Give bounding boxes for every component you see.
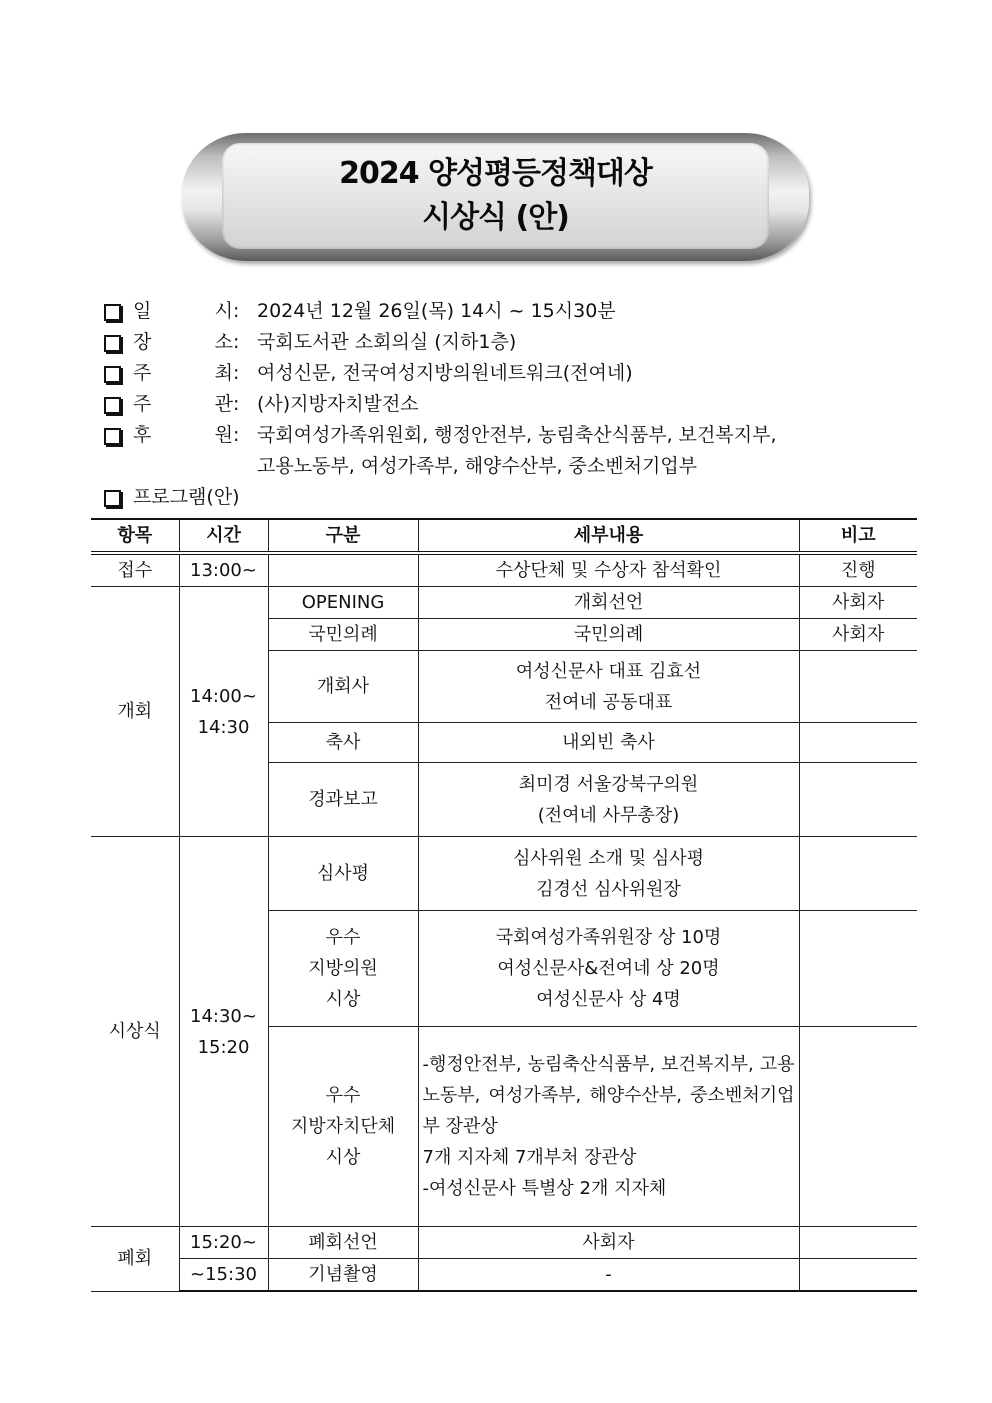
- item-closing: 폐회: [91, 1227, 179, 1292]
- info-key: 주 관: [133, 393, 233, 415]
- table-header-row: [91, 519, 917, 553]
- checkbox-bullet-icon: [104, 428, 121, 445]
- time-awards: 14:30~ 15:20: [179, 837, 268, 1227]
- info-value: 2024년 12월 26일(목) 14시 ~ 15시30분: [257, 300, 616, 322]
- info-key: 주 최: [133, 362, 233, 384]
- title-banner-panel: [222, 143, 769, 249]
- table-row: 우수 지방자치단체 시상 -행정안전부, 농림축산식품부, 보건복지부, 고용노동부, 여성가족부, 해양수산부, 중소벤처기업부 장관상 7개 지자체 7개부처 장관상 -여성신문사 특별상 2개 지자체: [91, 1027, 917, 1227]
- checkbox-bullet-icon: [104, 490, 121, 507]
- info-value: 국회여성가족위원회, 행정안전부, 농림축산식품부, 보건복지부, 고용노동부, 여성가족부, 해양수산부, 중소벤처기업부: [257, 424, 777, 477]
- event-info-list: [100, 296, 900, 513]
- info-value: (사)지방자치발전소: [257, 393, 419, 415]
- checkbox-bullet-icon: [104, 335, 121, 352]
- info-row-program: [100, 482, 900, 513]
- table-row: ~15:30 기념촬영 -: [91, 1259, 917, 1292]
- table-row: 폐회 15:20~ 폐회선언 사회자: [91, 1227, 917, 1259]
- info-key: 후 원: [133, 424, 233, 446]
- info-row-organizer: 주 관 : (사)지방자치발전소: [100, 389, 900, 420]
- header-item: 항목: [91, 519, 179, 553]
- info-row-place: 장 소 : 국회도서관 소회의실 (지하1층): [100, 327, 900, 358]
- title-line-2: 시상식 (안): [422, 200, 569, 235]
- info-key: 장 소: [133, 331, 233, 353]
- program-table: [91, 518, 917, 1292]
- info-value: 국회도서관 소회의실 (지하1층): [257, 331, 517, 353]
- title-banner: [182, 133, 809, 261]
- time-opening: 14:00~ 14:30: [179, 587, 268, 837]
- table-row: 국민의례 국민의례 사회자: [91, 619, 917, 651]
- table-row: 시상식 14:30~ 15:20 심사평 심사위원 소개 및 심사평 김경선 심사위원장: [91, 837, 917, 911]
- title-line-1: 2024 양성평등정책대상: [339, 156, 652, 191]
- table-row: 개회사 여성신문사 대표 김효선 전여네 공동대표: [91, 651, 917, 723]
- header-division: 구분: [268, 519, 418, 553]
- table-row: 접수 13:00~ 수상단체 및 수상자 참석확인 진행: [91, 553, 917, 587]
- info-row-host: 주 최 : 여성신문, 전국여성지방의원네트워크(전여네): [100, 358, 900, 389]
- info-row-sponsor: 후 원 : 국회여성가족위원회, 행정안전부, 농림축산식품부, 보건복지부, 고용노동부, 여성가족부, 해양수산부, 중소벤처기업부: [100, 420, 900, 482]
- item-opening: 개회: [91, 587, 179, 837]
- checkbox-bullet-icon: [104, 304, 121, 321]
- info-value: 여성신문, 전국여성지방의원네트워크(전여네): [257, 362, 633, 384]
- checkbox-bullet-icon: [104, 366, 121, 383]
- header-time: 시간: [179, 519, 268, 553]
- info-key: 일 시: [133, 300, 233, 322]
- info-row-date: 일 시 : 2024년 12월 26일(목) 14시 ~ 15시30분: [100, 296, 900, 327]
- program-label: 프로그램(안): [133, 486, 240, 508]
- checkbox-bullet-icon: [104, 397, 121, 414]
- header-note: 비고: [799, 519, 917, 553]
- table-row: 경과보고 최미경 서울강북구의원 (전여네 사무총장): [91, 763, 917, 837]
- header-detail: 세부내용: [418, 519, 799, 553]
- table-row: 우수 지방의원 시상 국회여성가족위원장 상 10명 여성신문사&전여네 상 20명 여성신문사 상 4명: [91, 911, 917, 1027]
- table-row: 개회 14:00~ 14:30 OPENING 개회선언 사회자: [91, 587, 917, 619]
- table-row: 축사 내외빈 축사: [91, 723, 917, 763]
- item-awards: 시상식: [91, 837, 179, 1227]
